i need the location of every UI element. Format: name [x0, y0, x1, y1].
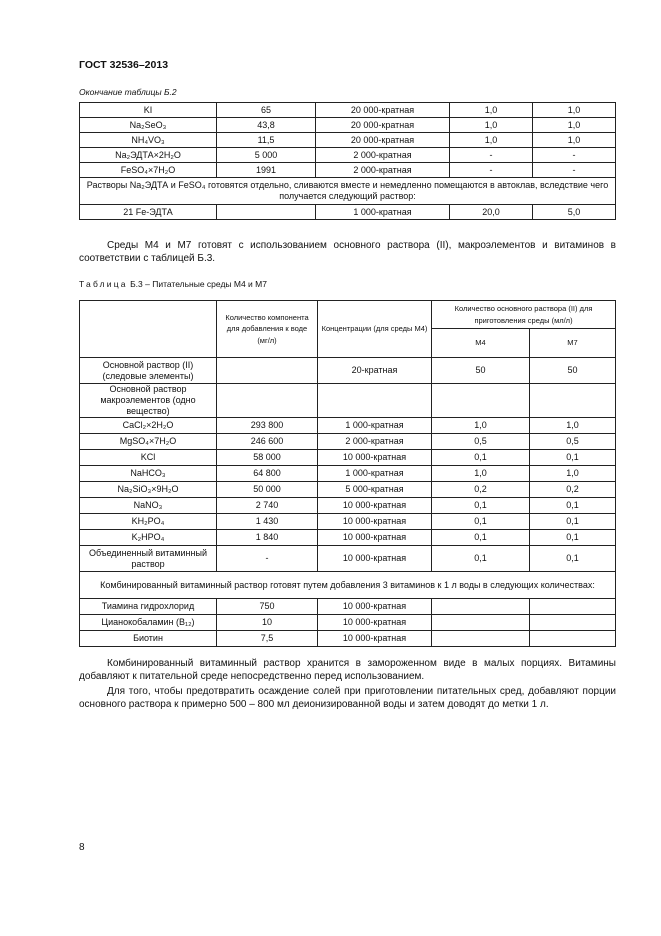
component-amount: 58 000: [217, 450, 318, 466]
component-concentration: 11,5: [217, 133, 316, 148]
m4-amount: 20,0: [450, 205, 533, 220]
vitamin-name: Тиамина гидрохлорид: [80, 599, 217, 615]
table-b2-continuation: [79, 102, 616, 220]
component-name: KI: [80, 103, 217, 118]
page-number: 8: [79, 842, 85, 853]
m4-amount: 1,0: [432, 418, 530, 434]
component-name: Объединенный витаминный раствор: [80, 546, 217, 572]
empty-cell: [530, 615, 616, 631]
component-name: KCl: [80, 450, 217, 466]
header-component: [80, 301, 217, 358]
stock-multiplicity: 1 000-кратная: [316, 205, 450, 220]
component-concentration: 43,8: [217, 118, 316, 133]
table1-caption: Окончание таблицы Б.2: [79, 87, 177, 97]
vitamin-amount: 7,5: [217, 631, 318, 647]
component-name: Na₂ЭДТА×2H₂O: [80, 148, 217, 163]
paragraph-vitamin-storage: Комбинированный витаминный раствор хранится в замороженном виде в малых порциях. Витамины добавляют к питательной среде непосредственно перед использованием.: [79, 658, 616, 682]
component-amount: 2 740: [217, 498, 318, 514]
component-name: 21 Fe-ЭДТА: [80, 205, 217, 220]
table-row: [80, 118, 616, 133]
m4-amount: 0,1: [432, 450, 530, 466]
m4-amount: -: [450, 148, 533, 163]
m4-amount: 0,1: [432, 530, 530, 546]
m7-amount: 0,1: [530, 498, 616, 514]
component-name: MgSO₄×7H₂O: [80, 434, 217, 450]
component-name: Основной раствор (II) (следовые элементы): [80, 358, 217, 384]
m4-amount: 0,5: [432, 434, 530, 450]
vitamin-amount: 10: [217, 615, 318, 631]
vitamin-name: Цианокобаламин (B₁₂): [80, 615, 217, 631]
m4-amount: 0,1: [432, 514, 530, 530]
m4-amount: 1,0: [450, 103, 533, 118]
m7-amount: 1,0: [533, 103, 616, 118]
table-note: Комбинированный витаминный раствор готовят путем добавления 3 витаминов к 1 л воды в следующих количествах:: [80, 572, 616, 599]
component-concentration: 5 000: [217, 148, 316, 163]
component-name: Na₂SeO₃: [80, 118, 217, 133]
component-amount: 293 800: [217, 418, 318, 434]
document-header: ГОСТ 32536–2013: [79, 59, 169, 71]
table-b3-nutrient-media: [79, 300, 616, 647]
component-amount: 64 800: [217, 466, 318, 482]
header-m4: М4: [432, 329, 530, 358]
table-row: [80, 434, 616, 450]
component-name: Основной раствор макроэлементов (одно вещество): [80, 384, 217, 418]
table-row: [80, 103, 616, 118]
m7-amount: 0,5: [530, 434, 616, 450]
concentration: 1 000-кратная: [318, 466, 432, 482]
empty-cell: [432, 631, 530, 647]
component-name: K₂HPO₄: [80, 530, 217, 546]
component-concentration: 65: [217, 103, 316, 118]
component-name: CaCl₂×2H₂O: [80, 418, 217, 434]
table-row: [80, 450, 616, 466]
component-name: Na₂SiO₃×9H₂O: [80, 482, 217, 498]
component-name: FeSO₄×7H₂O: [80, 163, 217, 178]
header-component-amount: Количество компонента для добавления к воде (мг/л): [217, 301, 318, 358]
concentration: 10 000-кратная: [318, 546, 432, 572]
vitamin-name: Биотин: [80, 631, 217, 647]
component-amount: 1 840: [217, 530, 318, 546]
table2-caption: [79, 279, 267, 289]
m7-amount: 1,0: [533, 118, 616, 133]
m7-amount: 0,1: [530, 450, 616, 466]
concentration: [318, 384, 432, 418]
concentration: 10 000-кратная: [318, 450, 432, 466]
concentration: 1 000-кратная: [318, 418, 432, 434]
table-row: [80, 178, 616, 205]
table-row: [80, 599, 616, 615]
component-amount: 50 000: [217, 482, 318, 498]
m7-amount: 50: [530, 358, 616, 384]
concentration: 5 000-кратная: [318, 482, 432, 498]
m4-amount: 1,0: [432, 466, 530, 482]
table-row: [80, 133, 616, 148]
table2-caption-text: Б.3 – Питательные среды М4 и М7: [127, 279, 267, 289]
m7-amount: 0,1: [530, 546, 616, 572]
m4-amount: 1,0: [450, 118, 533, 133]
concentration: 10 000-кратная: [318, 514, 432, 530]
m7-amount: 1,0: [530, 418, 616, 434]
m4-amount: 50: [432, 358, 530, 384]
table-row: [80, 615, 616, 631]
component-amount: [217, 358, 318, 384]
header-stock-amount: Количество основного раствора (II) для приготовления среды (мл/л): [432, 301, 616, 329]
table-row: [80, 148, 616, 163]
concentration: 20-кратная: [318, 358, 432, 384]
m4-amount: 0,2: [432, 482, 530, 498]
component-amount: -: [217, 546, 318, 572]
table2-caption-prefix: Таблица: [79, 279, 128, 289]
component-name: NH₄VO₃: [80, 133, 217, 148]
table-row: [80, 498, 616, 514]
header-concentration: Концентрации (для среды М4): [318, 301, 432, 358]
m7-amount: -: [533, 163, 616, 178]
table-row: [80, 466, 616, 482]
m4-amount: 0,1: [432, 546, 530, 572]
paragraph-media-preparation: Среды М4 и М7 готовят с использованием основного раствора (II), макроэлементов и витаминов в соответствии с таблицей Б.3.: [79, 240, 616, 264]
component-name: NaNO₃: [80, 498, 217, 514]
concentration: 10 000-кратная: [318, 631, 432, 647]
table-row: [80, 572, 616, 599]
concentration: 10 000-кратная: [318, 615, 432, 631]
table-row: [80, 514, 616, 530]
component-amount: [217, 384, 318, 418]
component-amount: 246 600: [217, 434, 318, 450]
empty-cell: [432, 599, 530, 615]
table-row: [80, 384, 616, 418]
m7-amount: -: [533, 148, 616, 163]
m7-amount: 0,1: [530, 530, 616, 546]
m7-amount: [530, 384, 616, 418]
component-name: KH₂PO₄: [80, 514, 217, 530]
m7-amount: 5,0: [533, 205, 616, 220]
concentration: 10 000-кратная: [318, 530, 432, 546]
concentration: 10 000-кратная: [318, 599, 432, 615]
stock-multiplicity: 2 000-кратная: [316, 148, 450, 163]
empty-cell: [530, 631, 616, 647]
component-name: NaHCO₃: [80, 466, 217, 482]
table-row: [80, 358, 616, 384]
paragraph-salt-precipitation: Для того, чтобы предотвратить осаждение солей при приготовлении питательных сред, добавляют порции основного раствора к примерно 500 – 800 мл деионизированной воды и затем доводят до метки 1 л.: [79, 686, 616, 710]
table-row: [80, 482, 616, 498]
table-row: [80, 205, 616, 220]
stock-multiplicity: 2 000-кратная: [316, 163, 450, 178]
m7-amount: 1,0: [530, 466, 616, 482]
table-row: [80, 631, 616, 647]
stock-multiplicity: 20 000-кратная: [316, 103, 450, 118]
header-m7: М7: [530, 329, 616, 358]
m4-amount: -: [450, 163, 533, 178]
concentration: 10 000-кратная: [318, 498, 432, 514]
table-row: [80, 163, 616, 178]
concentration: 2 000-кратная: [318, 434, 432, 450]
m7-amount: 0,1: [530, 514, 616, 530]
m4-amount: 1,0: [450, 133, 533, 148]
empty-cell: [432, 615, 530, 631]
m4-amount: 0,1: [432, 498, 530, 514]
stock-multiplicity: 20 000-кратная: [316, 118, 450, 133]
m7-amount: 0,2: [530, 482, 616, 498]
component-concentration: [217, 205, 316, 220]
m7-amount: 1,0: [533, 133, 616, 148]
table-row: [80, 546, 616, 572]
m4-amount: [432, 384, 530, 418]
component-amount: 1 430: [217, 514, 318, 530]
table-row: [80, 418, 616, 434]
table-note: Растворы Na₂ЭДТА и FeSO₄ готовятся отдельно, сливаются вместе и немедленно помещаются в автоклав, вследствие чего получается следующий раствор:: [80, 178, 616, 205]
stock-multiplicity: 20 000-кратная: [316, 133, 450, 148]
empty-cell: [530, 599, 616, 615]
vitamin-amount: 750: [217, 599, 318, 615]
component-concentration: 1991: [217, 163, 316, 178]
table-row: [80, 530, 616, 546]
